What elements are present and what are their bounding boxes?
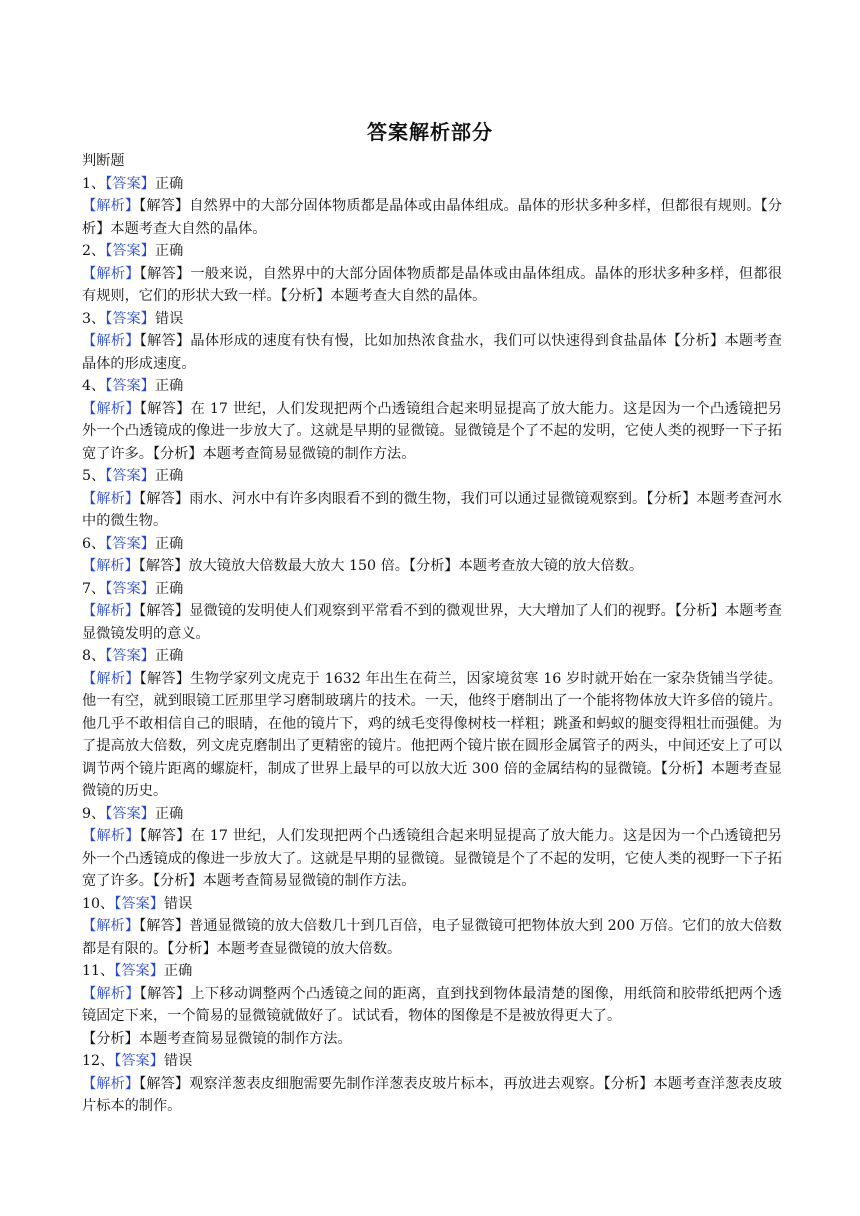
answer-value: 正确 <box>163 963 193 979</box>
item-answer-line <box>82 578 782 601</box>
item-explanation <box>82 825 782 893</box>
answer-item <box>82 533 782 578</box>
answer-tag: 【答案】 <box>105 175 155 192</box>
item-answer-line <box>82 893 782 916</box>
answer-value: 正确 <box>154 378 184 394</box>
jiexi-tag: 【解析】 <box>82 603 140 619</box>
jiexi-tag: 【解析】 <box>82 558 139 574</box>
item-answer-line <box>82 173 782 196</box>
answer-item <box>82 893 782 961</box>
explanation-text: 【解答】在 17 世纪，人们发现把两个凸透镜组合起来明显提高了放大能力。这是因为一个凸透镜把另外一个凸透镜成的像进一步放大了。这就是早期的显微镜。显微镜是个了不起的发明，它使人类的视野一下子拓宽了许多。【分析】本题考查简易显微镜的制作方法。 <box>82 828 782 889</box>
answer-tag: 【答案】 <box>105 468 155 484</box>
explanation-text: 【解答】自然界中的大部分固体物质都是晶体或由晶体组成。晶体的形状多种多样，但都很有规则。【分析】本题考查大自然的晶体。 <box>82 198 782 237</box>
answer-item <box>82 308 782 376</box>
jiexi-tag: 【解析】 <box>82 333 140 349</box>
answer-item <box>82 645 782 803</box>
item-answer-line <box>82 803 782 826</box>
item-number: 2、 <box>82 243 106 259</box>
answer-tag: 【答案】 <box>105 243 155 259</box>
item-number: 10、 <box>82 895 115 912</box>
explanation-text: 【解答】显微镜的发明使人们观察到平常看不到的微观世界，大大增加了人们的视野。【分析】本题考查显微镜发明的意义。 <box>82 603 782 642</box>
item-number: 3、 <box>82 310 106 327</box>
answer-content <box>82 150 782 1118</box>
item-explanation <box>82 398 782 466</box>
item-explanation <box>82 555 782 578</box>
answer-item <box>82 578 782 646</box>
item-number: 11、 <box>82 963 115 979</box>
explanation-text: 【解答】一般来说，自然界中的大部分固体物质都是晶体或由晶体组成。晶体的形状多种多样，但都很有规则，它们的形状大致一样。【分析】本题考查大自然的晶体。 <box>82 265 782 304</box>
answer-value: 正确 <box>154 175 184 192</box>
item-answer-line <box>82 375 782 398</box>
answer-value: 正确 <box>154 243 184 259</box>
item-explanation <box>82 263 782 308</box>
answer-value: 错误 <box>163 1053 193 1069</box>
item-number: 8、 <box>82 648 106 664</box>
item-number: 5、 <box>82 468 106 484</box>
answer-value: 错误 <box>163 895 193 912</box>
explanation-text: 【解答】放大镜放大倍数最大放大 150 倍。【分析】本题考查放大镜的放大倍数。 <box>138 558 644 574</box>
answer-tag: 【答案】 <box>105 535 155 552</box>
item-number: 7、 <box>82 580 106 597</box>
explanation-text: 【解答】在 17 世纪，人们发现把两个凸透镜组合起来明显提高了放大能力。这是因为一个凸透镜把另外一个凸透镜成的像进一步放大了。这就是早期的显微镜。显微镜是个了不起的发明，它使人类的视野一下子拓宽了许多。【分析】本题考查简易显微镜的制作方法。 <box>82 400 782 462</box>
answer-tag: 【答案】 <box>114 963 164 979</box>
answer-tag: 【答案】 <box>105 378 155 394</box>
page-title: 答案解析部分 <box>367 120 493 144</box>
item-explanation <box>82 488 782 533</box>
item-number: 12、 <box>82 1053 115 1069</box>
answer-tag: 【答案】 <box>105 805 155 822</box>
item-number: 9、 <box>82 805 106 822</box>
answer-value: 正确 <box>154 805 184 822</box>
item-explanation <box>82 195 782 240</box>
item-answer-line <box>82 465 782 488</box>
item-explanation <box>82 600 782 645</box>
answer-value: 正确 <box>154 648 184 664</box>
item-explanation <box>82 915 782 960</box>
item-answer-line <box>82 645 782 668</box>
item-number: 4、 <box>82 378 106 394</box>
answer-tag: 【答案】 <box>105 310 155 327</box>
answer-value: 错误 <box>154 310 184 327</box>
item-explanation <box>82 983 782 1028</box>
answer-value: 正确 <box>154 468 184 484</box>
answer-tag: 【答案】 <box>114 1053 164 1069</box>
answer-tag: 【答案】 <box>114 895 164 912</box>
answer-item <box>82 803 782 893</box>
jiexi-tag: 【解析】 <box>82 985 140 1002</box>
explanation-text: 【解答】晶体形成的速度有快有慢，比如加热浓食盐水，我们可以快速得到食盐晶体【分析】本题考查晶体的形成速度。 <box>82 333 782 372</box>
explanation-text: 【解答】雨水、河水中有许多肉眼看不到的微生物，我们可以通过显微镜观察到。【分析】本题考查河水中的微生物。 <box>82 490 782 529</box>
jiexi-tag: 【解析】 <box>82 400 140 417</box>
answer-item <box>82 1050 782 1118</box>
answer-tag: 【答案】 <box>105 648 155 664</box>
explanation-text: 【解答】上下移动调整两个凸透镜之间的距离，直到找到物体最清楚的图像，用纸筒和胶带纸把两个透镜固定下来，一个简易的显微镜就做好了。试试看，物体的图像是不是被放得更大了。 <box>82 985 782 1024</box>
jiexi-tag: 【解析】 <box>82 265 140 282</box>
jiexi-tag: 【解析】 <box>82 1075 140 1092</box>
answer-item <box>82 960 782 1050</box>
item-analysis: 【分析】本题考查简易显微镜的制作方法。 <box>82 1030 352 1047</box>
jiexi-tag: 【解析】 <box>82 490 140 507</box>
explanation-text: 【解答】普通显微镜的放大倍数几十到几百倍，电子显微镜可把物体放大到 200 万倍。它们的放大倍数都是有限的。【分析】本题考查显微镜的放大倍数。 <box>82 918 782 957</box>
answer-item <box>82 375 782 465</box>
section-heading: 判断题 <box>82 153 125 169</box>
explanation-text: 【解答】观察洋葱表皮细胞需要先制作洋葱表皮玻片标本，再放进去观察。【分析】本题考查洋葱表皮玻片标本的制作。 <box>82 1075 782 1114</box>
jiexi-tag: 【解析】 <box>82 918 140 934</box>
jiexi-tag: 【解析】 <box>82 198 140 214</box>
jiexi-tag: 【解析】 <box>82 828 140 844</box>
answer-value: 正确 <box>154 580 184 597</box>
answer-value: 正确 <box>154 535 184 552</box>
item-explanation <box>82 330 782 375</box>
item-answer-line <box>82 533 782 556</box>
item-answer-line <box>82 1050 782 1073</box>
explanation-text: 【解答】生物学家列文虎克于 1632 年出生在荷兰，因家境贫寒 16 岁时就开始在一家杂货铺当学徒。他一有空，就到眼镜工匠那里学习磨制玻璃片的技术。一天，他终于磨制出了一个能将物体放大许多倍的镜片。他几乎不敢相信自己的眼睛，在他的镜片下，鸡的绒毛变得像树枝一样粗；跳蚤和蚂蚁的腿变得粗壮而强健。为了提高放大倍数，列文虎克磨制出了更精密的镜片。他把两个镜片嵌在圆形金属管子的两头，中间还安上了可以调节两个镜片距离的螺旋杆，制成了世界上最早的可以放大近 300 倍的金属结构的显微镜。【分析】本题考查显微镜的历史。 <box>82 670 782 799</box>
item-explanation <box>82 668 782 803</box>
item-answer-line <box>82 240 782 263</box>
answer-item <box>82 240 782 308</box>
item-answer-line <box>82 960 782 983</box>
item-number: 1、 <box>82 175 106 192</box>
jiexi-tag: 【解析】 <box>82 670 140 687</box>
item-explanation <box>82 1073 782 1118</box>
answer-tag: 【答案】 <box>105 580 155 597</box>
item-answer-line <box>82 308 782 331</box>
answer-item <box>82 465 782 533</box>
answer-item <box>82 173 782 241</box>
item-number: 6、 <box>82 535 106 552</box>
